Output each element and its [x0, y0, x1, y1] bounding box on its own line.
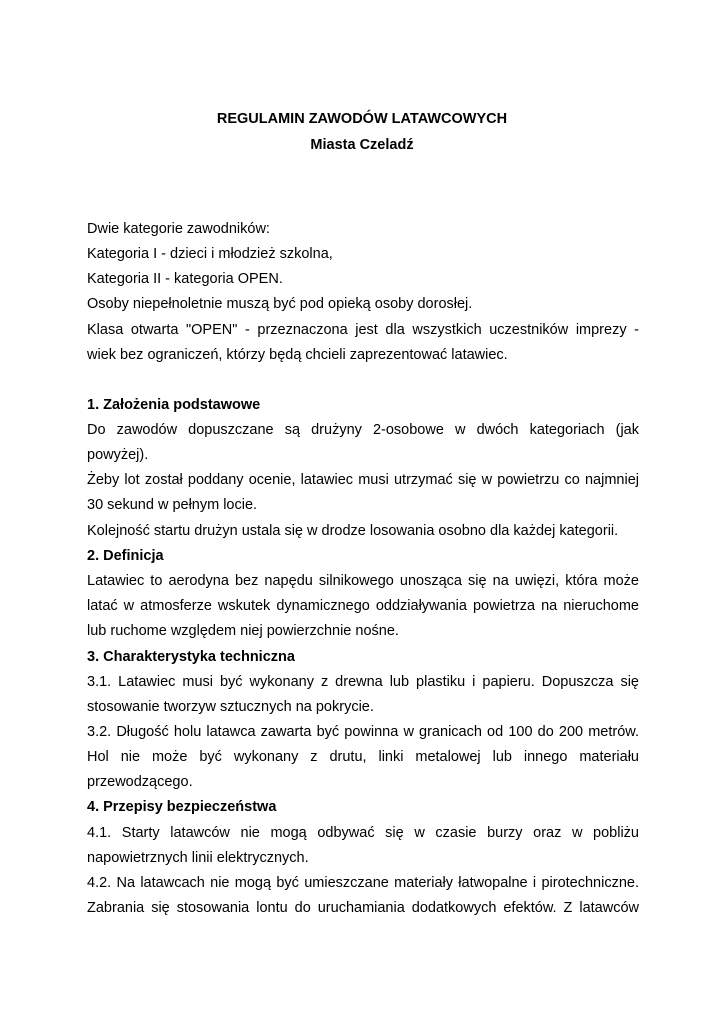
section-heading: 3. Charakterystyka techniczna: [87, 649, 295, 665]
section-line: napowietrznych linii elektrycznych.: [87, 850, 309, 866]
section-line: lub ruchome względem niej powierzchnie nośne.: [87, 623, 399, 639]
section-line: Do zawodów dopuszczane są drużyny 2-osobowe w dwóch kategoriach (jak: [87, 422, 639, 438]
section-heading: 2. Definicja: [87, 548, 164, 564]
section-line: 3.1. Latawiec musi być wykonany z drewna lub plastiku i papieru. Dopuszcza się: [87, 674, 639, 690]
section-line: 4.1. Starty latawców nie mogą odbywać się w czasie burzy oraz w pobliżu: [87, 825, 639, 841]
section-line: powyżej).: [87, 447, 149, 463]
intro-line: Klasa otwarta "OPEN" - przeznaczona jest dla wszystkich uczestników imprezy -: [87, 322, 639, 338]
document-subtitle: Miasta Czeladź: [310, 137, 414, 153]
section-line: Latawiec to aerodyna bez napędu silnikowego unosząca się na uwięzi, która może: [87, 573, 639, 589]
section-line: 4.2. Na latawcach nie mogą być umieszczane materiały łatwopalne i pirotechniczne.: [87, 875, 639, 891]
intro-line: Kategoria I - dzieci i młodzież szkolna,: [87, 246, 333, 262]
intro-line: Kategoria II - kategoria OPEN.: [87, 271, 283, 287]
section-line: 30 sekund w pełnym locie.: [87, 497, 258, 513]
section-line: Kolejność startu drużyn ustala się w drodze losowania osobno dla każdej kategorii.: [87, 523, 619, 539]
document-title: REGULAMIN ZAWODÓW LATAWCOWYCH: [216, 111, 508, 127]
section-line: Żeby lot został poddany ocenie, latawiec musi utrzymać się w powietrzu co najmniej: [87, 472, 639, 488]
intro-line: wiek bez ograniczeń, którzy będą chcieli zaprezentować latawiec.: [87, 347, 508, 363]
section-line: 3.2. Długość holu latawca zawarta być powinna w granicach od 100 do 200 metrów.: [87, 724, 639, 740]
section-line: przewodzącego.: [87, 774, 193, 790]
section-line: Hol nie może być wykonany z drutu, linki metalowej lub innego materiału: [87, 749, 639, 765]
section-heading: 1. Założenia podstawowe: [87, 397, 261, 413]
section-heading: 4. Przepisy bezpieczeństwa: [87, 799, 277, 815]
intro-line: Osoby niepełnoletnie muszą być pod opieką osoby dorosłej.: [87, 296, 473, 312]
section-line: Zabrania się stosowania lontu do uruchamiania dodatkowych efektów. Z latawców: [87, 900, 639, 916]
intro-line: Dwie kategorie zawodników:: [87, 221, 270, 237]
section-line: latać w atmosferze wskutek dynamicznego oddziaływania powietrza na nieruchome: [87, 598, 639, 614]
section-line: stosowanie tworzyw sztucznych na pokrycie.: [87, 699, 374, 715]
